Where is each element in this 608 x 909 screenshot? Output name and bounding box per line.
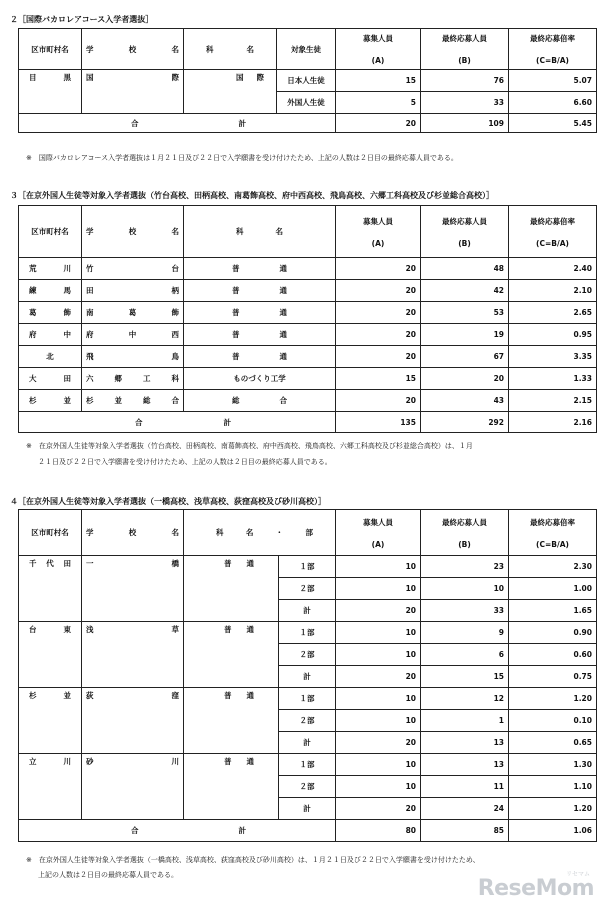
char: 最終応募倍率 [530, 517, 575, 527]
char: 募集人員 [363, 34, 393, 43]
char: 通 [279, 330, 287, 339]
applicants-cell: 43 [421, 390, 509, 412]
quota-cell: 10 [336, 622, 421, 644]
char: 窪 [171, 691, 179, 700]
char: 最終応募人員 [442, 517, 487, 527]
char: 最終応募人員 [442, 216, 487, 226]
section-3-note-line-2: ２１日及び２２日で入学願書を受け付けたため、上記の人数は２日目の最終応募人員である。 [38, 458, 332, 466]
quota-cell: 20 [336, 324, 421, 346]
table-row [19, 324, 597, 346]
applicants-cell: 13 [421, 754, 509, 776]
char: (C=B/A) [536, 238, 569, 248]
char: 飾 [63, 308, 71, 317]
quota-cell: 10 [336, 776, 421, 798]
char: 計 [238, 826, 246, 835]
char: 通 [279, 264, 287, 273]
course-cell [184, 346, 336, 368]
applicants-cell: 11 [421, 776, 509, 798]
applicants-cell: 33 [421, 92, 509, 114]
char: 田 [63, 374, 71, 383]
part-cell: ２部 [279, 776, 336, 798]
logo-subtext: リセマム [566, 871, 590, 878]
ratio-cell: 1.65 [509, 600, 597, 622]
district-cell [19, 258, 82, 280]
char: ・ [275, 528, 284, 537]
district-cell [19, 302, 82, 324]
char: 普 [232, 286, 240, 295]
total-ratio: 2.16 [509, 412, 597, 433]
char: 普 [224, 757, 232, 766]
section-4-note-line-1: ※ 在京外国人生徒等対象入学者選抜（一橋高校、浅草高校、荻窪高校及び砂川高校）は、１月２１日及び２２日で入学願書を受け付けたため、 [26, 856, 480, 864]
header-school [82, 29, 184, 70]
quota-cell: 5 [336, 92, 421, 114]
char: 杉 [86, 396, 94, 405]
section-3-title: ３［在京外国人生徒等対象入学者選抜（竹台高校、田柄高校、南葛飾高校、府中西高校、飛鳥高校、六郷工科高校及び杉並総合高校）］ [10, 191, 494, 200]
char: 荻 [86, 691, 94, 700]
char: 募集人員 [363, 216, 393, 226]
district-cell [19, 280, 82, 302]
char: 国 [236, 73, 244, 82]
part-cell: ２部 [279, 710, 336, 732]
applicants-cell: 48 [421, 258, 509, 280]
char: 府 [29, 330, 37, 339]
total-ratio: 1.06 [509, 820, 597, 842]
applicants-cell: 19 [421, 324, 509, 346]
char: 郷 [114, 374, 122, 383]
table-row [19, 302, 597, 324]
char: 総 [232, 396, 240, 405]
char: 科 [206, 44, 214, 54]
quota-cell: 20 [336, 666, 421, 688]
part-cell: 計 [279, 798, 336, 820]
ratio-cell: 2.65 [509, 302, 597, 324]
char: 六 [86, 374, 94, 383]
char: 代 [46, 559, 54, 568]
quota-cell: 15 [336, 70, 421, 92]
char: 名 [246, 44, 254, 54]
char: 鳥 [171, 352, 179, 361]
course-cell [184, 390, 336, 412]
part-cell: １部 [279, 622, 336, 644]
header-quota [336, 29, 421, 70]
char: 北 [46, 352, 54, 361]
char: (C=B/A) [536, 56, 569, 65]
char: 並 [63, 396, 71, 405]
quota-cell: 15 [336, 368, 421, 390]
district-cell [19, 556, 82, 622]
school-cell [82, 70, 184, 114]
target-cell: 外国人生徒 [277, 92, 336, 114]
char: 黒 [63, 73, 71, 82]
ratio-cell: 1.20 [509, 688, 597, 710]
section-3-note-line-1: ※ 在京外国人生徒等対象入学者選抜（竹台高校、田柄高校、南葛飾高校、府中西高校、飛鳥高校、六郷工科高校及び杉並総合高校）は、１月 [26, 442, 473, 450]
applicants-cell: 15 [421, 666, 509, 688]
header-school-chars [86, 44, 179, 55]
char: 普 [232, 264, 240, 273]
quota-cell: 20 [336, 390, 421, 412]
total-ratio: 5.45 [509, 114, 597, 133]
table-row [19, 280, 597, 302]
char: 川 [63, 757, 71, 766]
total-label [19, 114, 336, 133]
quota-cell: 20 [336, 798, 421, 820]
school-cell [82, 754, 184, 820]
char: 飾 [171, 308, 179, 317]
char: 通 [279, 286, 287, 295]
char: 総 [143, 396, 151, 405]
school-cell [82, 622, 184, 688]
applicants-cell: 33 [421, 600, 509, 622]
char: 校 [128, 528, 137, 537]
char: 飛 [86, 352, 94, 361]
char: 杉 [29, 691, 37, 700]
char: 普 [224, 625, 232, 634]
table-row [19, 368, 597, 390]
char: 田 [86, 286, 94, 295]
school-cell [82, 390, 184, 412]
total-label [19, 412, 336, 433]
char: 通 [246, 625, 254, 634]
table-foreign-students-1 [18, 205, 597, 433]
section-2-note: ※ 国際バカロレアコース入学者選抜は１月２１日及び２２日で入学願書を受け付けたため、上記の人数は２日目の最終応募人員である。 [26, 154, 458, 162]
char: 柄 [171, 286, 179, 295]
header-district: 区市町村名 [19, 29, 82, 70]
quota-cell: 20 [336, 280, 421, 302]
char: 中 [63, 330, 71, 339]
char: 砂 [86, 757, 94, 766]
char: 科 [236, 227, 244, 236]
district-cell [19, 390, 82, 412]
char: 目 [29, 73, 37, 82]
char: 名 [171, 44, 179, 54]
char: 西 [171, 330, 179, 339]
char: 校 [128, 44, 137, 54]
part-cell: 計 [279, 666, 336, 688]
char: 名 [171, 227, 179, 236]
char: 名 [275, 227, 283, 236]
char: 浅 [86, 625, 94, 634]
char: 部 [305, 528, 313, 537]
ratio-cell: 0.95 [509, 324, 597, 346]
char: 普 [232, 308, 240, 317]
table-row [19, 390, 597, 412]
course-cell [184, 258, 336, 280]
total-applicants: 292 [421, 412, 509, 433]
quota-cell: 10 [336, 578, 421, 600]
char: 募集人員 [363, 517, 393, 527]
char: ものづくり工学 [233, 374, 286, 383]
applicants-cell: 13 [421, 732, 509, 754]
school-cell [82, 368, 184, 390]
char: 名 [171, 528, 179, 537]
ratio-cell: 0.90 [509, 622, 597, 644]
ratio-cell: 0.65 [509, 732, 597, 754]
section-4-note-line-2: 上記の人数は２日目の最終応募人員である。 [38, 871, 178, 879]
table-row [19, 622, 597, 644]
district-cell [19, 324, 82, 346]
school-cell [82, 258, 184, 280]
char: 田 [63, 559, 71, 568]
char: 国 [86, 73, 94, 82]
part-cell: １部 [279, 556, 336, 578]
char: 科 [216, 528, 224, 537]
char: 合 [135, 417, 143, 427]
char: 中 [128, 330, 137, 339]
char: 府 [86, 330, 94, 339]
course-cell [184, 368, 336, 390]
quota-cell: 20 [336, 302, 421, 324]
table-foreign-students-2 [18, 509, 597, 842]
char: 台 [29, 625, 37, 634]
part-cell: 計 [279, 732, 336, 754]
char: 馬 [63, 286, 71, 295]
section-2-title: ２［国際バカロレアコース入学者選抜］ [10, 15, 154, 24]
total-label [19, 820, 336, 842]
char: 東 [63, 625, 71, 634]
char: 学 [86, 528, 94, 537]
target-cell: 日本人生徒 [277, 70, 336, 92]
table-row [19, 754, 597, 776]
char: 草 [171, 625, 179, 634]
char: 合 [131, 826, 139, 835]
char: (C=B/A) [536, 539, 569, 549]
school-cell [82, 302, 184, 324]
header-district: 区市町村名 [19, 206, 82, 258]
header-applicants [421, 29, 509, 70]
applicants-cell: 10 [421, 578, 509, 600]
school-cell [82, 346, 184, 368]
school-cell [82, 324, 184, 346]
char: 南 [86, 308, 94, 317]
header-applicants [421, 510, 509, 556]
char: 校 [128, 227, 137, 236]
header-district: 区市町村名 [19, 510, 82, 556]
ratio-cell: 1.30 [509, 754, 597, 776]
char: 川 [171, 757, 179, 766]
total-row [19, 820, 597, 842]
course-cell [184, 754, 279, 820]
total-quota: 135 [336, 412, 421, 433]
header-course [184, 29, 277, 70]
header-school [82, 206, 184, 258]
char: 立 [29, 757, 37, 766]
school-cell [82, 688, 184, 754]
applicants-cell: 20 [421, 368, 509, 390]
header-course-part [184, 510, 336, 556]
quota-cell: 10 [336, 754, 421, 776]
district-cell [19, 622, 82, 688]
char: 科 [171, 374, 179, 383]
char: 通 [246, 691, 254, 700]
total-quota: 80 [336, 820, 421, 842]
char: 最終応募倍率 [530, 34, 575, 43]
total-row [19, 412, 597, 433]
quota-cell: 20 [336, 732, 421, 754]
table-row [19, 688, 597, 710]
section-4-title: ４［在京外国人生徒等対象入学者選抜（一橋高校、浅草高校、荻窪高校及び砂川高校）］ [10, 497, 326, 506]
applicants-cell: 1 [421, 710, 509, 732]
part-cell: ２部 [279, 644, 336, 666]
ratio-cell: 0.60 [509, 644, 597, 666]
total-applicants: 109 [421, 114, 509, 133]
ratio-cell: 0.75 [509, 666, 597, 688]
char: 並 [63, 691, 71, 700]
table-row [19, 346, 597, 368]
char: 葛 [128, 308, 137, 317]
char: 名 [245, 528, 254, 537]
table-row [19, 258, 597, 280]
quota-cell: 10 [336, 688, 421, 710]
ratio-cell: 1.20 [509, 798, 597, 820]
header-quota [336, 510, 421, 556]
char: (B) [458, 56, 471, 65]
char: 葛 [29, 308, 37, 317]
char: 通 [279, 352, 287, 361]
total-applicants: 85 [421, 820, 509, 842]
table-row [19, 556, 597, 578]
course-cell [184, 70, 277, 114]
char: 最終応募倍率 [530, 216, 575, 226]
applicants-cell: 53 [421, 302, 509, 324]
school-cell [82, 556, 184, 622]
district-cell [19, 754, 82, 820]
applicants-cell: 67 [421, 346, 509, 368]
district-cell [19, 346, 82, 368]
char: 学 [86, 227, 94, 236]
part-cell: 計 [279, 600, 336, 622]
char: 橋 [171, 559, 179, 568]
header-applicants [421, 206, 509, 258]
header-course [184, 206, 336, 258]
char: 普 [232, 352, 240, 361]
ratio-cell: 2.15 [509, 390, 597, 412]
char: 大 [29, 374, 37, 383]
quota-cell: 10 [336, 644, 421, 666]
header-target: 対象生徒 [277, 29, 336, 70]
district-cell [19, 688, 82, 754]
ratio-cell: 2.10 [509, 280, 597, 302]
course-cell [184, 302, 336, 324]
char: 工 [143, 374, 151, 383]
applicants-cell: 12 [421, 688, 509, 710]
char: 練 [29, 286, 37, 295]
part-cell: １部 [279, 688, 336, 710]
char: 川 [63, 264, 71, 273]
char: 際 [256, 73, 264, 82]
quota-cell: 20 [336, 600, 421, 622]
header-school [82, 510, 184, 556]
char: 通 [246, 757, 254, 766]
ratio-cell: 2.30 [509, 556, 597, 578]
total-quota: 20 [336, 114, 421, 133]
district-cell [19, 368, 82, 390]
char: (A) [371, 56, 385, 65]
char: 通 [279, 308, 287, 317]
resemom-logo: ReseMom [477, 876, 594, 901]
applicants-cell: 23 [421, 556, 509, 578]
char: 並 [114, 396, 122, 405]
header-quota [336, 206, 421, 258]
char: 普 [232, 330, 240, 339]
char: 合 [279, 396, 287, 405]
char: (B) [458, 238, 471, 248]
quota-cell: 20 [336, 258, 421, 280]
quota-cell: 10 [336, 710, 421, 732]
char: 合 [131, 118, 139, 128]
table-ib-course [18, 28, 597, 133]
school-cell [82, 280, 184, 302]
course-cell [184, 688, 279, 754]
char: 千 [29, 559, 37, 568]
applicants-cell: 42 [421, 280, 509, 302]
ratio-cell: 1.00 [509, 578, 597, 600]
header-ratio [509, 510, 597, 556]
applicants-cell: 76 [421, 70, 509, 92]
applicants-cell: 6 [421, 644, 509, 666]
char: 台 [171, 264, 179, 273]
quota-cell: 10 [336, 556, 421, 578]
char: 普 [224, 559, 232, 568]
ratio-cell: 5.07 [509, 70, 597, 92]
char: 学 [86, 44, 94, 54]
applicants-cell: 9 [421, 622, 509, 644]
quota-cell: 20 [336, 346, 421, 368]
ratio-cell: 0.10 [509, 710, 597, 732]
char: 際 [171, 73, 179, 82]
char: 合 [171, 396, 179, 405]
char: 杉 [29, 396, 37, 405]
char: (A) [371, 539, 385, 549]
header-ratio [509, 206, 597, 258]
header-ratio [509, 29, 597, 70]
ratio-cell: 1.33 [509, 368, 597, 390]
char: (B) [458, 539, 471, 549]
course-cell [184, 280, 336, 302]
ratio-cell: 3.35 [509, 346, 597, 368]
char: 普 [224, 691, 232, 700]
char: 荒 [29, 264, 37, 273]
part-cell: １部 [279, 754, 336, 776]
char: 計 [223, 417, 231, 427]
course-cell [184, 622, 279, 688]
ratio-cell: 6.60 [509, 92, 597, 114]
char: 計 [238, 118, 246, 128]
applicants-cell: 24 [421, 798, 509, 820]
course-cell [184, 324, 336, 346]
char: (A) [371, 238, 385, 248]
char: 一 [86, 559, 94, 568]
district-cell [19, 70, 82, 114]
char: 最終応募人員 [442, 34, 487, 43]
char: 竹 [86, 264, 94, 273]
course-cell [184, 556, 279, 622]
ratio-cell: 2.40 [509, 258, 597, 280]
ratio-cell: 1.10 [509, 776, 597, 798]
char: 通 [246, 559, 254, 568]
part-cell: ２部 [279, 578, 336, 600]
